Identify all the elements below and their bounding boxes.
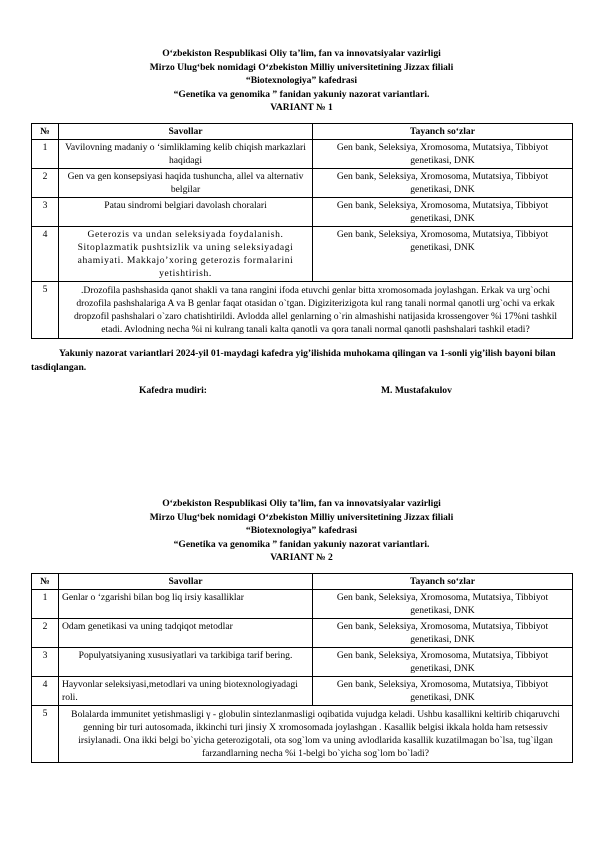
- col-header-num: №: [32, 123, 59, 139]
- question-cell: Hayvonlar seleksiyasi,metodlari va uning biotexnologiyadagi roli.: [59, 676, 313, 705]
- row-number: 5: [32, 281, 59, 338]
- question-cell: Vavilovning madaniy o ‘simliklaming kelib chiqish markazlari haqidagi: [59, 139, 313, 168]
- approval-note: Yakuniy nazorat variantlari 2024-yil 01-maydagi kafedra yig’ilishida muhokama qilingan va 1-sonli yig’ilish bayoni bilan tasdiqlangan.: [31, 347, 556, 373]
- col-header-keywords: Tayanch so‘zlar: [313, 573, 573, 589]
- keywords-cell: Gen bank, Seleksiya, Xromosoma, Mutatsiya, Tibbiyot genetikasi, DNK: [313, 197, 573, 226]
- col-header-keywords: Tayanch so‘zlar: [313, 123, 573, 139]
- question-cell: Geterozis va undan seleksiyada foydalanish. Sitoplazmatik pushtsizlik va uning seleksiyadagi ahamiyati. Makkajo’xoring geterozis formalarini yetishtirish.: [59, 226, 313, 281]
- table-row: [32, 647, 573, 676]
- subject-title: “Genetika va genomika ” fanidan yakuniy nazorat variantlari.: [173, 538, 430, 550]
- table-row: [32, 705, 573, 762]
- variant-1-header: [31, 47, 572, 115]
- keywords-cell: Gen bank, Seleksiya, Xromosoma, Mutatsiya, Tibbiyot genetikasi, DNK: [313, 676, 573, 705]
- table-row: [32, 197, 573, 226]
- question-cell: Populyatsiyaning xususiyatlari va tarkibiga tarif bering.: [59, 647, 313, 676]
- row-number: 2: [32, 168, 59, 197]
- problem-cell: .Drozofila pashshasida qanot shakli va tana rangini ifoda etuvchi genlar bitta xromosomada joylashgan. Erkak va urg`ochi drozofila pashshalariga A va B genlar faqat otasidan o`tgan. Digiziterizigota kul rang tanali normal qanotli urg`ochi va erkak dropzofil pashshalari o`zaro chatishtirildi. Avlodda allel genlarning o`rin almashishi natijasida krossengover %i 17%ni tashkil etadi. Avlodning necha %i ni kulrang tanali kalta qanotli va qora tanali normal qanotli pashshalari tashkil etadi?: [59, 281, 573, 338]
- variant-1-section: [31, 47, 572, 399]
- keywords-cell: Gen bank, Seleksiya, Xromosoma, Mutatsiya, Tibbiyot genetikasi, DNK: [313, 618, 573, 647]
- table-row: [32, 168, 573, 197]
- row-number: 3: [32, 197, 59, 226]
- variant-2-section: [31, 497, 572, 763]
- department-title: “Biotexnologiya” kafedrasi: [245, 525, 358, 536]
- row-number: 3: [32, 647, 59, 676]
- signature-name: M. Mustafakulov: [381, 384, 452, 396]
- problem-cell: Bolalarda immunitet yetishmasligi γ - globulin sintezlanmasligi oqibatida vujudga keladi. Ushbu kasallikni keltirib chiqaruvchi genning bir turi autosomada, ikkinchi turi jinsiy X xromosomada joylashgan . Kasallik belgisi ikkala holda ham retsessiv irsiylanadi. Ona ikki belgi bo`yicha geterozigotali, ota sog`lom va uning avlodlarida kasallik kuzatilmagan bo`lsa, tug`ilgan farzandlarning necha %i 1-belgi bo`yicha sog`lom bo`ladi?: [59, 705, 573, 762]
- row-number: 5: [32, 705, 59, 762]
- keywords-cell: Gen bank, Seleksiya, Xromosoma, Mutatsiya, Tibbiyot genetikasi, DNK: [313, 226, 573, 281]
- row-number: 1: [32, 139, 59, 168]
- question-cell: Genlar o ‘zgarishi bilan bog liq irsiy kasalliklar: [59, 589, 313, 618]
- university-title: Mirzo Ulug‘bek nomidagi O‘zbekiston Milliy universitetining Jizzax filiali: [149, 511, 454, 523]
- table-row: [32, 618, 573, 647]
- variant-2-table: [31, 573, 573, 763]
- keywords-cell: Gen bank, Seleksiya, Xromosoma, Mutatsiya, Tibbiyot genetikasi, DNK: [313, 589, 573, 618]
- question-cell: Patau sindromi belgiari davolash choralari: [59, 197, 313, 226]
- variant-title: VARIANT № 2: [270, 552, 333, 563]
- table-row: [32, 281, 573, 338]
- table-row: [32, 139, 573, 168]
- subject-title: “Genetika va genomika ” fanidan yakuniy nazorat variantlari.: [173, 88, 430, 100]
- row-number: 2: [32, 618, 59, 647]
- col-header-num: №: [32, 573, 59, 589]
- signature-role: Kafedra mudiri:: [139, 384, 207, 396]
- col-header-questions: Savollar: [59, 573, 313, 589]
- university-title: Mirzo Ulug‘bek nomidagi O‘zbekiston Milliy universitetining Jizzax filiali: [149, 61, 454, 73]
- variant-title: VARIANT № 1: [270, 102, 333, 113]
- table-header-row: [32, 123, 573, 139]
- variant-2-header: [31, 497, 572, 565]
- col-header-questions: Savollar: [59, 123, 313, 139]
- keywords-cell: Gen bank, Seleksiya, Xromosoma, Mutatsiya, Tibbiyot genetikasi, DNK: [313, 139, 573, 168]
- ministry-title: O‘zbekiston Respublikasi Oliy ta’lim, fan va innovatsiyalar vazirligi: [162, 498, 441, 509]
- signature-line: [31, 385, 572, 399]
- table-row: [32, 226, 573, 281]
- row-number: 4: [32, 226, 59, 281]
- table-header-row: [32, 573, 573, 589]
- ministry-title: O‘zbekiston Respublikasi Oliy ta’lim, fan va innovatsiyalar vazirligi: [162, 48, 441, 59]
- department-title: “Biotexnologiya” kafedrasi: [245, 75, 358, 86]
- table-row: [32, 589, 573, 618]
- table-row: [32, 676, 573, 705]
- row-number: 1: [32, 589, 59, 618]
- keywords-cell: Gen bank, Seleksiya, Xromosoma, Mutatsiya, Tibbiyot genetikasi, DNK: [313, 647, 573, 676]
- keywords-cell: Gen bank, Seleksiya, Xromosoma, Mutatsiya, Tibbiyot genetikasi, DNK: [313, 168, 573, 197]
- row-number: 4: [32, 676, 59, 705]
- variant-1-table: [31, 123, 573, 339]
- question-cell: Gen va gen konsepsiyasi haqida tushuncha, allel va alternativ belgilar: [59, 168, 313, 197]
- question-cell: Odam genetikasi va uning tadqiqot metodlar: [59, 618, 313, 647]
